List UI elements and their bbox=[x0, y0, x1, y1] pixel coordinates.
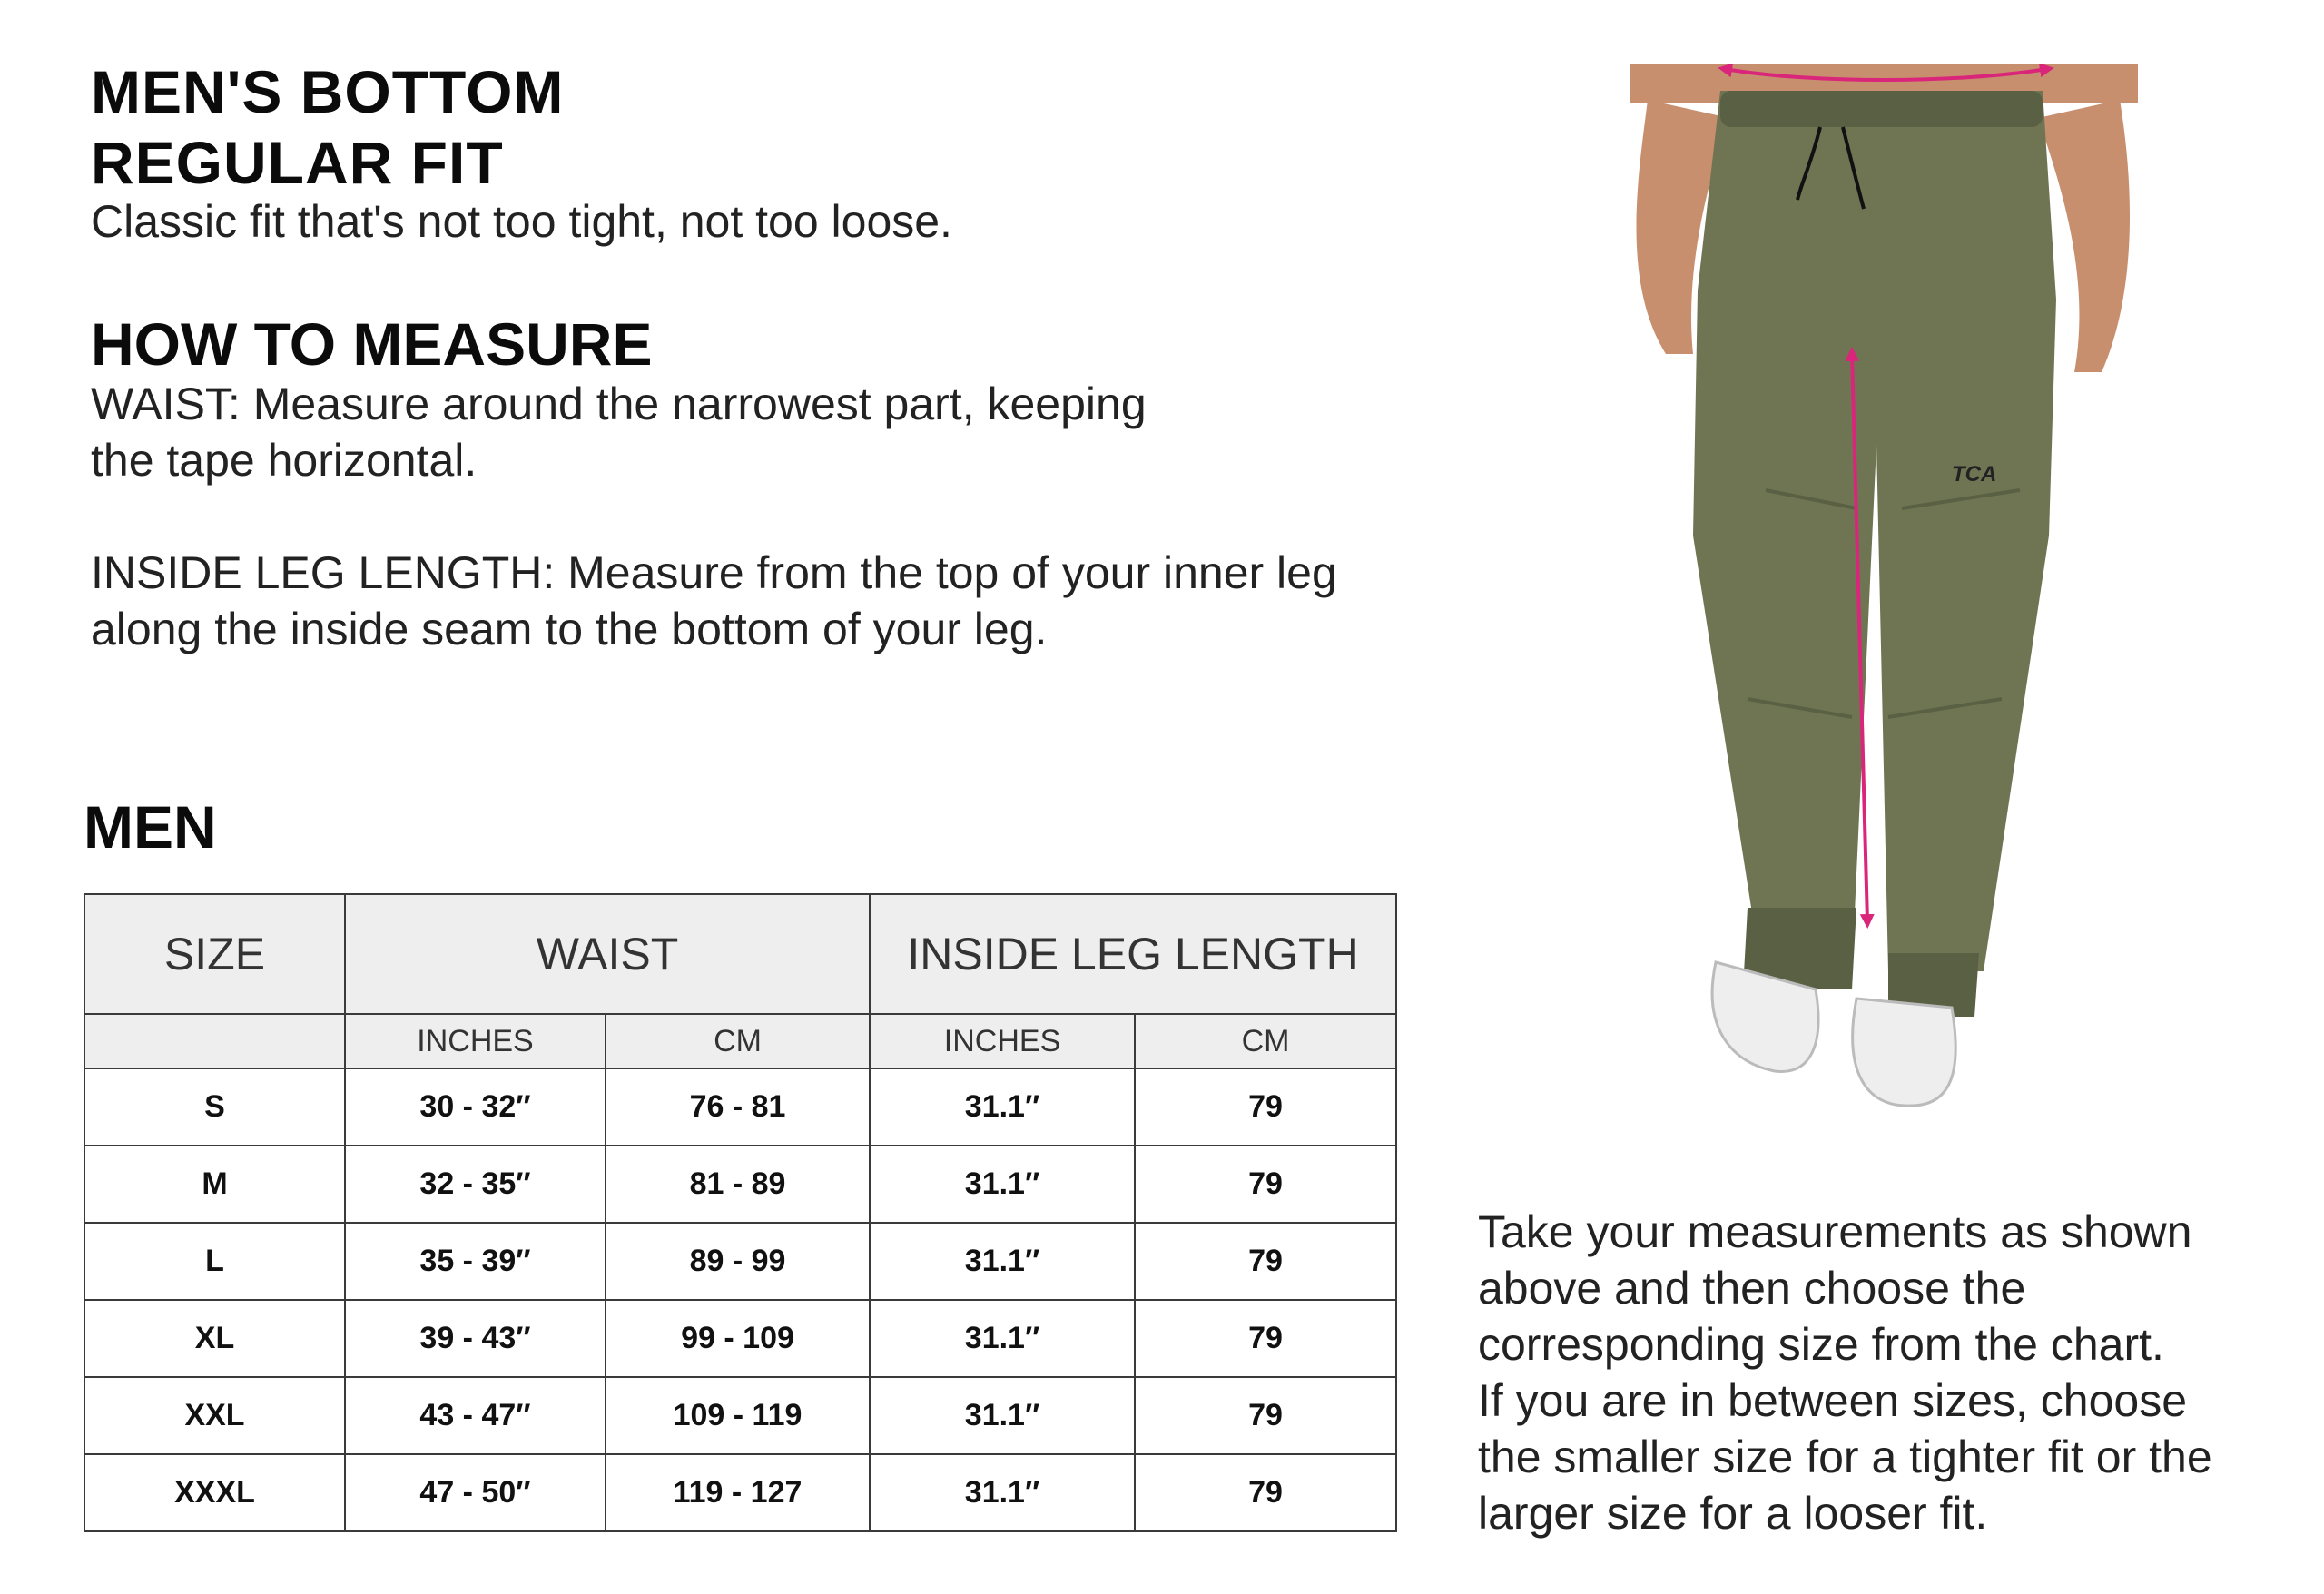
subheader-blank bbox=[84, 1014, 345, 1068]
cell-waist-cm: 99 - 109 bbox=[606, 1300, 870, 1377]
how-to-measure-heading: HOW TO MEASURE bbox=[91, 310, 653, 378]
cell-waist-inches: 30 - 32″ bbox=[345, 1068, 606, 1146]
cell-leg-inches: 31.1″ bbox=[870, 1377, 1135, 1454]
cell-waist-cm: 109 - 119 bbox=[606, 1377, 870, 1454]
cell-size: XL bbox=[84, 1300, 345, 1377]
inside-leg-instructions bbox=[91, 545, 1407, 657]
table-header-row bbox=[84, 894, 1396, 1014]
cell-waist-inches: 47 - 50″ bbox=[345, 1454, 606, 1531]
subheader-leg-cm: CM bbox=[1135, 1014, 1396, 1068]
title-line-1: MEN'S BOTTOM bbox=[91, 58, 565, 125]
cell-waist-cm: 76 - 81 bbox=[606, 1068, 870, 1146]
size-advice-line-3: corresponding size from the chart. bbox=[1478, 1319, 2164, 1370]
product-photo bbox=[1630, 64, 2138, 1107]
cell-size: XXXL bbox=[84, 1454, 345, 1531]
header-waist: WAIST bbox=[345, 894, 870, 1014]
cell-leg-cm: 79 bbox=[1135, 1068, 1396, 1146]
pants-shape bbox=[1693, 91, 2056, 971]
cell-leg-cm: 79 bbox=[1135, 1300, 1396, 1377]
cell-leg-cm: 79 bbox=[1135, 1146, 1396, 1223]
table-heading: MEN bbox=[84, 793, 217, 861]
inside-leg-instructions-line-1: INSIDE LEG LENGTH: Measure from the top of your inner leg bbox=[91, 547, 1337, 598]
table-row bbox=[84, 1454, 1396, 1531]
size-advice-line-4: If you are in between sizes, choose bbox=[1478, 1375, 2188, 1426]
cell-leg-inches: 31.1″ bbox=[870, 1300, 1135, 1377]
cell-waist-inches: 35 - 39″ bbox=[345, 1223, 606, 1300]
waist-instructions-line-2: the tape horizontal. bbox=[91, 435, 478, 486]
subheader-waist-inches: INCHES bbox=[345, 1014, 606, 1068]
cell-size: S bbox=[84, 1068, 345, 1146]
cell-waist-inches: 43 - 47″ bbox=[345, 1377, 606, 1454]
cell-size: XXL bbox=[84, 1377, 345, 1454]
waist-instructions bbox=[91, 376, 1271, 488]
cell-waist-cm: 119 - 127 bbox=[606, 1454, 870, 1531]
fit-tagline: Classic fit that's not too tight, not too loose. bbox=[91, 196, 952, 247]
table-row bbox=[84, 1377, 1396, 1454]
waistband bbox=[1720, 91, 2043, 127]
subheader-leg-inches: INCHES bbox=[870, 1014, 1135, 1068]
cell-waist-cm: 89 - 99 bbox=[606, 1223, 870, 1300]
cell-leg-inches: 31.1″ bbox=[870, 1068, 1135, 1146]
page-title bbox=[91, 56, 564, 198]
header-size: SIZE bbox=[84, 894, 345, 1014]
table-row bbox=[84, 1300, 1396, 1377]
size-chart-table bbox=[84, 893, 1397, 1532]
size-advice-line-2: above and then choose the bbox=[1478, 1263, 2026, 1314]
inside-leg-instructions-line-2: along the inside seam to the bottom of your leg. bbox=[91, 604, 1048, 654]
size-advice bbox=[1478, 1204, 2295, 1541]
cell-leg-inches: 31.1″ bbox=[870, 1454, 1135, 1531]
size-advice-line-6: larger size for a looser fit. bbox=[1478, 1488, 1988, 1539]
right-shoe bbox=[1853, 999, 1956, 1106]
title-line-2: REGULAR FIT bbox=[91, 129, 504, 196]
size-advice-line-5: the smaller size for a tighter fit or the bbox=[1478, 1432, 2212, 1482]
cell-leg-inches: 31.1″ bbox=[870, 1223, 1135, 1300]
cell-leg-cm: 79 bbox=[1135, 1377, 1396, 1454]
cell-waist-inches: 39 - 43″ bbox=[345, 1300, 606, 1377]
cell-size: M bbox=[84, 1146, 345, 1223]
table-row bbox=[84, 1068, 1396, 1146]
brand-logo: TCA bbox=[1952, 462, 1997, 487]
cell-leg-cm: 79 bbox=[1135, 1223, 1396, 1300]
cell-waist-inches: 32 - 35″ bbox=[345, 1146, 606, 1223]
table-row bbox=[84, 1146, 1396, 1223]
table-subheader-row bbox=[84, 1014, 1396, 1068]
cell-leg-inches: 31.1″ bbox=[870, 1146, 1135, 1223]
subheader-waist-cm: CM bbox=[606, 1014, 870, 1068]
size-advice-line-1: Take your measurements as shown bbox=[1478, 1206, 2192, 1257]
waist-instructions-line-1: WAIST: Measure around the narrowest part, keeping bbox=[91, 379, 1147, 429]
cell-leg-cm: 79 bbox=[1135, 1454, 1396, 1531]
table-row bbox=[84, 1223, 1396, 1300]
header-inside-leg: INSIDE LEG LENGTH bbox=[870, 894, 1396, 1014]
cell-waist-cm: 81 - 89 bbox=[606, 1146, 870, 1223]
cell-size: L bbox=[84, 1223, 345, 1300]
